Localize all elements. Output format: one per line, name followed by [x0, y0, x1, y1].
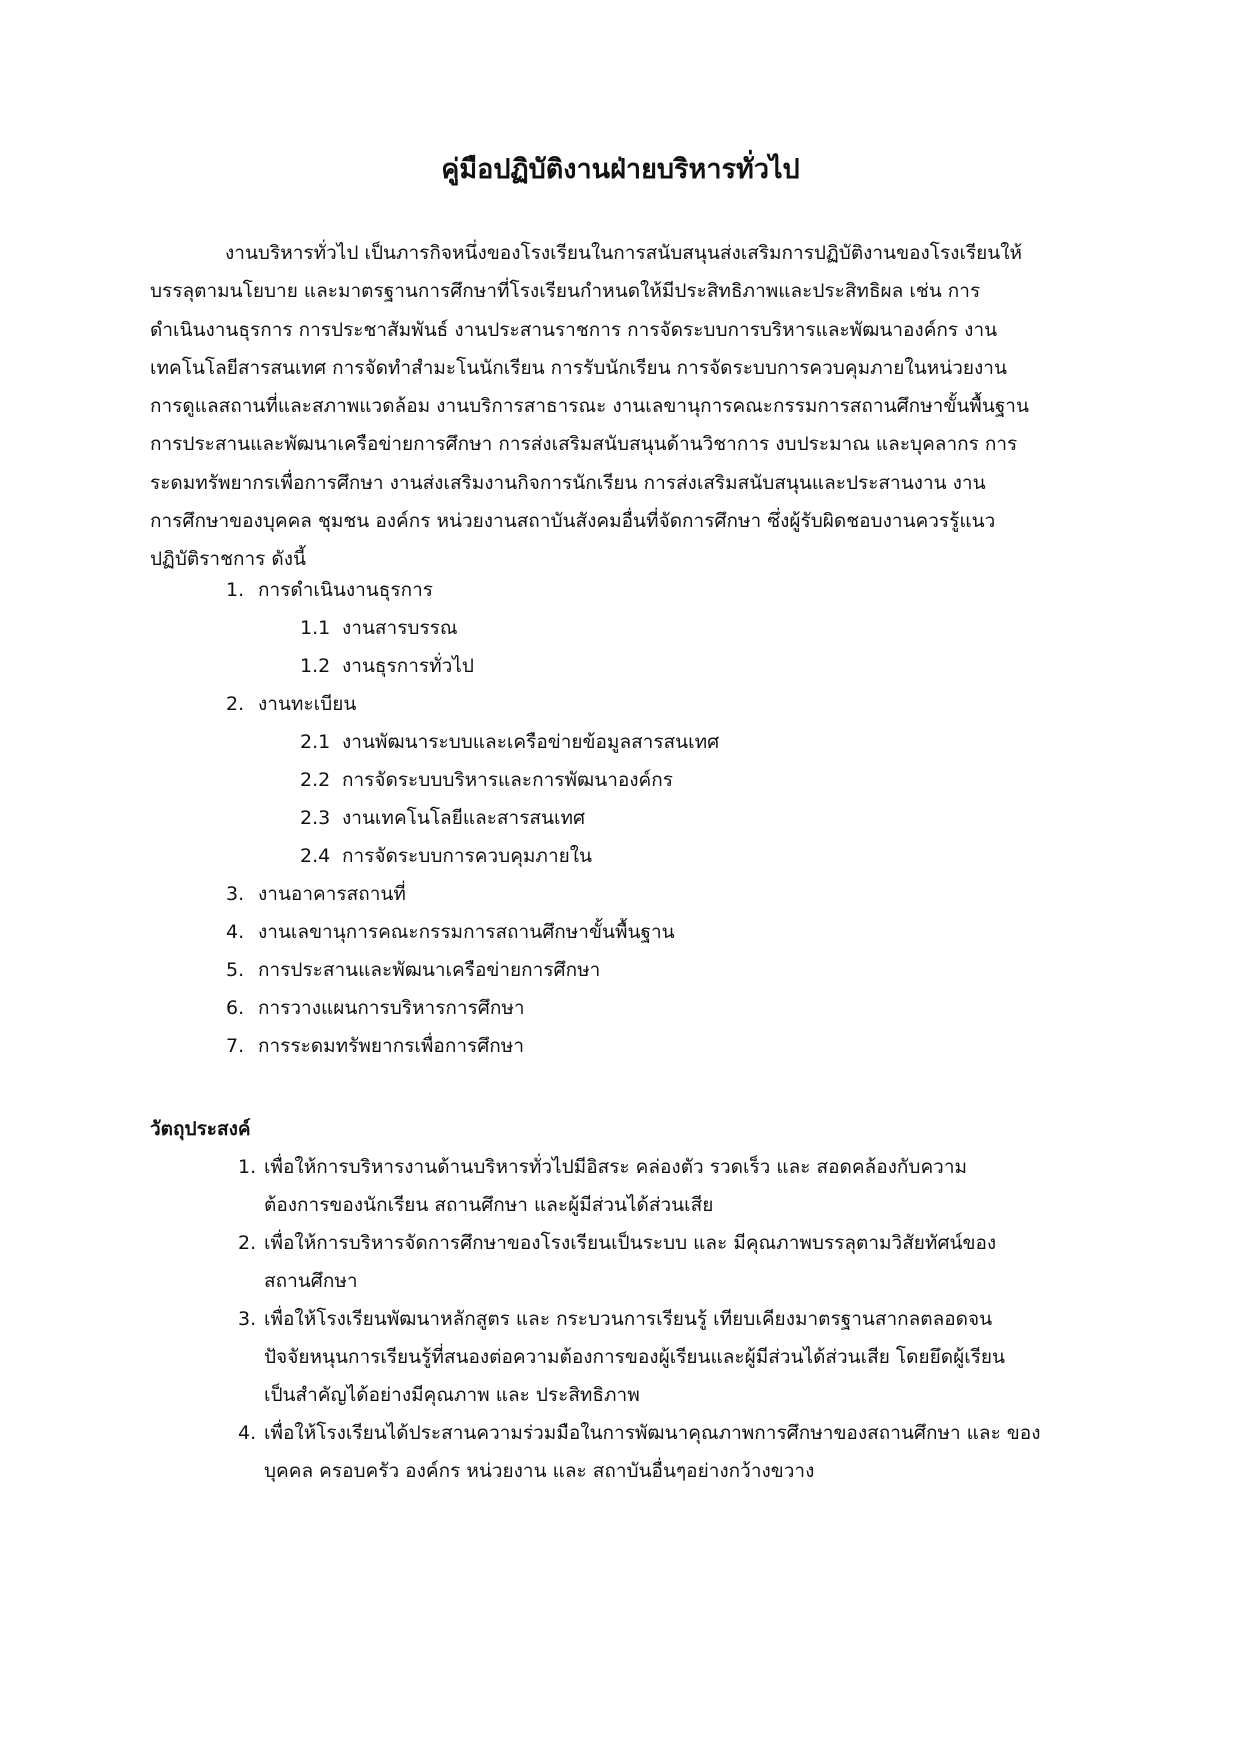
objective-item — [238, 1228, 996, 1258]
duty-number: 1.2 — [300, 655, 331, 677]
duty-number: 2.1 — [300, 731, 331, 753]
duty-label: งานพัฒนาระบบและเครือข่ายข้อมูลสารสนเทศ — [342, 731, 720, 753]
duty-number: 2.3 — [300, 807, 331, 829]
duty-item — [226, 1031, 524, 1061]
duty-label: การจัดระบบการควบคุมภายใน — [342, 845, 593, 867]
duty-subitem — [300, 765, 673, 795]
duty-label: การระดมทรัพยากรเพื่อการศึกษา — [258, 1035, 524, 1057]
objective-item — [238, 1418, 1041, 1448]
intro-line: การประสานและพัฒนาเครือข่ายการศึกษา การส่งเสริมสนับสนุนด้านวิชาการ งบประมาณ และบุคลากร การ — [150, 433, 1018, 456]
objective-text: เพื่อให้โรงเรียนได้ประสานความร่วมมือในการพัฒนาคุณภาพการศึกษาของสถานศึกษา และ ของ — [264, 1422, 1041, 1444]
objective-number: 2. — [238, 1232, 257, 1254]
objective-continuation: ปัจจัยหนุนการเรียนรู้ที่สนองต่อความต้องการของผู้เรียนและผู้มีส่วนได้ส่วนเสีย โดยยึดผู้เรียน — [264, 1346, 1006, 1368]
duty-label: งานเทคโนโลยีและสารสนเทศ — [342, 807, 586, 829]
objective-text: เพื่อให้การบริหารงานด้านบริหารทั่วไปมีอิสระ คล่องตัว รวดเร็ว และ สอดคล้องกับความ — [264, 1156, 968, 1178]
duty-item — [226, 689, 356, 719]
intro-line: ระดมทรัพยากรเพื่อการศึกษา งานส่งเสริมงานกิจการนักเรียน การส่งเสริมสนับสนุนและประสานงาน งาน — [150, 471, 986, 494]
duty-label: งานทะเบียน — [258, 693, 357, 715]
objective-item — [238, 1152, 967, 1182]
objective-continuation: ต้องการของนักเรียน สถานศึกษา และผู้มีส่วนได้ส่วนเสีย — [264, 1194, 714, 1216]
duty-label: การประสานและพัฒนาเครือข่ายการศึกษา — [258, 959, 601, 981]
objective-continuation: บุคคล ครอบครัว องค์กร หน่วยงาน และ สถาบันอื่นๆอย่างกว้างขวาง — [264, 1460, 815, 1482]
duty-label: งานสารบรรณ — [342, 617, 458, 639]
intro-line: งานบริหารทั่วไป เป็นภารกิจหนึ่งของโรงเรียนในการสนับสนุนส่งเสริมการปฏิบัติงานของโรงเรียนให้ — [225, 242, 1023, 264]
duty-label: การวางแผนการบริหารการศึกษา — [258, 997, 525, 1019]
duty-number: 2.4 — [300, 845, 331, 867]
objective-number: 1. — [238, 1156, 257, 1178]
duty-item — [226, 993, 525, 1023]
objective-text: เพื่อให้โรงเรียนพัฒนาหลักสูตร และ กระบวนการเรียนรู้ เทียบเคียงมาตรฐานสากลตลอดจน — [264, 1308, 993, 1330]
duty-subitem — [300, 613, 458, 643]
objective-number: 4. — [238, 1422, 257, 1444]
intro-paragraph — [150, 234, 1090, 579]
objectives-heading: วัตถุประสงค์ — [150, 1118, 251, 1140]
objective-continuation: สถานศึกษา — [264, 1270, 358, 1292]
duty-number: 2.2 — [300, 769, 331, 791]
duty-label: การจัดระบบบริหารและการพัฒนาองค์กร — [342, 769, 673, 791]
duty-label: การดำเนินงานธุรการ — [258, 579, 433, 601]
intro-line: การศึกษาของบุคคล ชุมชน องค์กร หน่วยงานสถาบันสังคมอื่นที่จัดการศึกษา ซึ่งผู้รับผิดชอบงานควรรู้แนว — [150, 510, 996, 533]
duty-subitem — [300, 803, 585, 833]
duty-number: 6. — [226, 997, 245, 1019]
objective-number: 3. — [238, 1308, 257, 1330]
duty-number: 2. — [226, 693, 245, 715]
duty-subitem — [300, 727, 719, 757]
duty-number: 1.1 — [300, 617, 331, 639]
intro-line: ปฏิบัติราชการ ดังนี้ — [150, 548, 307, 571]
duty-number: 7. — [226, 1035, 245, 1057]
duty-item — [226, 575, 433, 605]
duty-number: 5. — [226, 959, 245, 981]
duty-label: งานอาคารสถานที่ — [258, 883, 406, 905]
duty-item — [226, 917, 675, 947]
duty-label: งานเลขานุการคณะกรรมการสถานศึกษาขั้นพื้นฐาน — [258, 921, 675, 943]
intro-line: ดำเนินงานธุรการ การประชาสัมพันธ์ งานประสานราชการ การจัดระบบการบริหารและพัฒนาองค์กร งาน — [150, 318, 998, 341]
duty-label: งานธุรการทั่วไป — [342, 655, 474, 677]
duty-subitem — [300, 841, 592, 871]
intro-line: การดูแลสถานที่และสภาพแวดล้อม งานบริการสาธารณะ งานเลขานุการคณะกรรมการสถานศึกษาขั้นพื้นฐาน — [150, 395, 1029, 418]
duty-number: 1. — [226, 579, 245, 601]
duty-item — [226, 955, 600, 985]
intro-line: เทคโนโลยีสารสนเทศ การจัดทำสำมะโนนักเรียน การรับนักเรียน การจัดระบบการควบคุมภายในหน่วยงาน — [150, 356, 1007, 379]
page-title: คู่มือปฏิบัติงานฝ่ายบริหารทั่วไป — [441, 154, 800, 185]
duty-subitem — [300, 651, 474, 681]
duty-item — [226, 879, 406, 909]
objective-text: เพื่อให้การบริหารจัดการศึกษาของโรงเรียนเป็นระบบ และ มีคุณภาพบรรลุตามวิสัยทัศน์ของ — [264, 1232, 997, 1254]
duty-number: 4. — [226, 921, 245, 943]
objective-item — [238, 1304, 992, 1334]
duty-number: 3. — [226, 883, 245, 905]
intro-line: บรรลุตามนโยบาย และมาตรฐานการศึกษาที่โรงเรียนกำหนดให้มีประสิทธิภาพและประสิทธิผล เช่น การ — [150, 280, 981, 303]
objective-continuation: เป็นสำคัญได้อย่างมีคุณภาพ และ ประสิทธิภาพ — [264, 1384, 640, 1406]
